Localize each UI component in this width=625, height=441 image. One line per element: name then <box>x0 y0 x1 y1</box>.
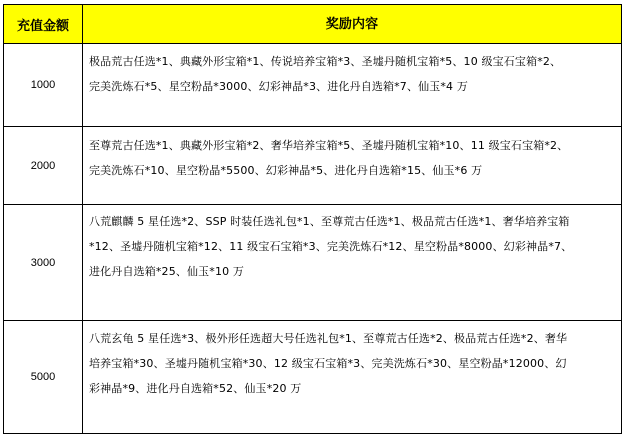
table-header <box>4 5 621 43</box>
table-row <box>4 320 621 433</box>
reward-line: 八荒麒麟 5 星任选*2、SSP 时装任选礼包*1、至尊荒古任选*1、极品荒古任选*1、奢华培养宝箱 <box>89 215 570 228</box>
header-reward: 奖励内容 <box>325 16 379 32</box>
amount-cell: 5000 <box>4 321 83 433</box>
table-row <box>4 43 621 126</box>
reward-line: 彩神晶*9、进化丹自选箱*52、仙玉*20 万 <box>89 382 302 395</box>
reward-cell <box>83 205 621 320</box>
amount-cell: 3000 <box>4 205 83 320</box>
header-amount: 充值金额 <box>4 5 83 43</box>
reward-line: 完美洗炼石*5、星空粉晶*3000、幻彩神晶*3、进化丹自选箱*7、仙玉*4 万 <box>89 80 468 93</box>
reward-line: 至尊荒古任选*1、典藏外形宝箱*2、奢华培养宝箱*5、圣墟丹随机宝箱*10、11 级宝石宝箱*2、 <box>89 139 569 152</box>
reward-line: 培养宝箱*30、圣墟丹随机宝箱*30、12 级宝石宝箱*3、完美洗炼石*30、星空粉晶*12000、幻 <box>89 357 567 370</box>
reward-cell <box>83 321 621 433</box>
reward-line: 完美洗炼石*10、星空粉晶*5500、幻彩神晶*5、进化丹自选箱*15、仙玉*6 万 <box>89 164 483 177</box>
table-row <box>4 204 621 320</box>
reward-table <box>3 4 622 434</box>
amount-cell: 2000 <box>4 127 83 204</box>
table-row <box>4 126 621 204</box>
reward-line: *12、圣墟丹随机宝箱*12、11 级宝石宝箱*3、完美洗炼石*12、星空粉晶*8000、幻彩神晶*7、 <box>89 240 573 253</box>
reward-line: 进化丹自选箱*25、仙玉*10 万 <box>89 265 245 278</box>
reward-cell <box>83 44 621 126</box>
reward-line: 八荒玄龟 5 星任选*3、极外形任选超大号任选礼包*1、至尊荒古任选*2、极品荒古任选*2、奢华 <box>89 332 568 345</box>
reward-line: 极品荒古任选*1、典藏外形宝箱*1、传说培养宝箱*3、圣墟丹随机宝箱*5、10 级宝石宝箱*2、 <box>89 55 562 68</box>
reward-cell <box>83 127 621 204</box>
amount-cell: 1000 <box>4 44 83 126</box>
